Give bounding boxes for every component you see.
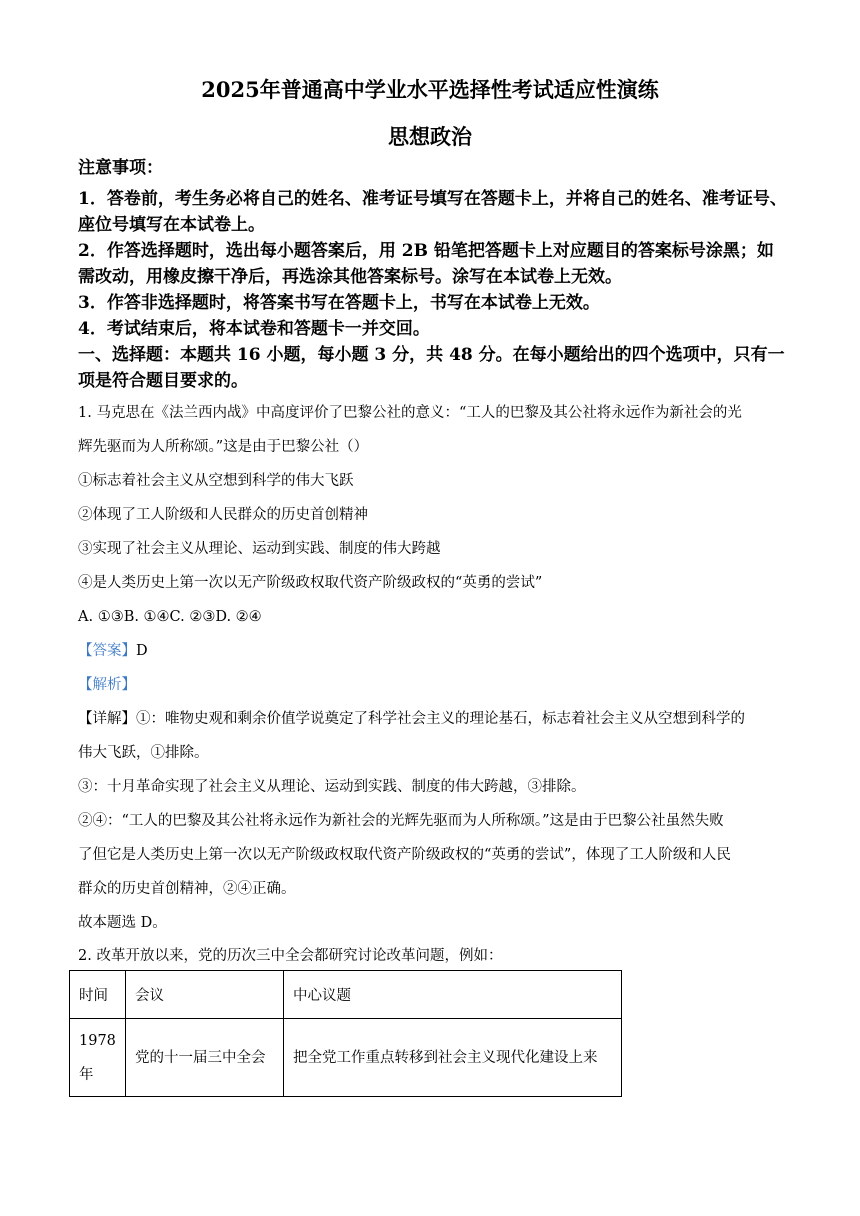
- notice-heading: 注意事项：: [78, 158, 163, 178]
- table-header-cell: 时间: [70, 971, 126, 1019]
- table-cell: 把全党工作重点转移到社会主义现代化建设上来: [284, 1019, 622, 1097]
- table-header-cell: 中心议题: [284, 971, 622, 1019]
- notice-item-1-line-2: 座位号填写在本试卷上。: [78, 215, 265, 235]
- subject-title: 思想政治: [388, 124, 472, 149]
- detail-line-1: 【详解】①：唯物史观和剩余价值学说奠定了科学社会主义的理论基石，标志着社会主义从空想到科学的: [78, 711, 745, 727]
- answer-tag: 【答案】: [78, 643, 136, 659]
- table-cell: 党的十一届三中全会: [126, 1019, 284, 1097]
- question-1-stem-line-1: 1. 马克思在《法兰西内战》中高度评价了巴黎公社的意义：“工人的巴黎及其公社将永远作为新社会的光: [78, 405, 742, 421]
- question-1-statement-1: ①标志着社会主义从空想到科学的伟大飞跃: [78, 473, 354, 489]
- analysis-tag: 【解析】: [78, 677, 136, 693]
- table-header-cell: 会议: [126, 971, 284, 1019]
- notice-item-1: [78, 186, 790, 238]
- notice-item-1-line-1: 1．答卷前，考生务必将自己的姓名、准考证号填写在答题卡上，并将自己的姓名、准考证号、: [78, 189, 787, 209]
- answer-value: D: [136, 643, 148, 659]
- detail-line-2: 伟大飞跃，①排除。: [78, 745, 209, 761]
- notice-item-2-line-2: 需改动，用橡皮擦干净后，再选涂其他答案标号。涂写在本试卷上无效。: [78, 267, 622, 287]
- notice-item-2-line-1: 2．作答选择题时，选出每小题答案后，用 2B 铅笔把答题卡上对应题目的答案标号涂黑；如: [78, 241, 774, 261]
- question-1-conclusion: 故本题选 D。: [78, 915, 167, 931]
- notice-item-3: 3．作答非选择题时，将答案书写在答题卡上，书写在本试卷上无效。: [78, 293, 600, 313]
- detail-line-5: 了但它是人类历史上第一次以无产阶级政权取代资产阶级政权的“英勇的尝试”，体现了工人阶级和人民: [78, 847, 731, 863]
- question-1-choices: A. ①③B. ①④C. ②③D. ②④: [78, 609, 262, 625]
- table-cell: 1978年: [70, 1019, 126, 1097]
- detail-line-4: ②④：“工人的巴黎及其公社将永远作为新社会的光辉先驱而为人所称颂。”这是由于巴黎公社虽然失败: [78, 813, 724, 829]
- table-header-row: [70, 971, 622, 1019]
- notice-item-2: [78, 238, 790, 290]
- question-1-stem-line-2: 辉先驱而为人所称颂。”这是由于巴黎公社（）: [78, 439, 369, 455]
- table-row: [70, 1019, 622, 1097]
- detail-line-3: ③：十月革命实现了社会主义从理论、运动到实践、制度的伟大跨越，③排除。: [78, 779, 586, 795]
- section-1-heading-line-2: 项是符合题目要求的。: [78, 371, 248, 391]
- meetings-table: [69, 970, 622, 1097]
- detail-line-6: 群众的历史首创精神，②④正确。: [78, 881, 296, 897]
- question-1-statement-4: ④是人类历史上第一次以无产阶级政权取代资产阶级政权的“英勇的尝试”: [78, 575, 543, 591]
- section-1-heading-line-1: 一、选择题：本题共 16 小题，每小题 3 分，共 48 分。在每小题给出的四个选项中，只有一: [78, 345, 785, 365]
- exam-title: 2025年普通高中学业水平选择性考试适应性演练: [201, 77, 659, 102]
- question-1-detail: [78, 702, 788, 906]
- question-1-statement-3: ③实现了社会主义从理论、运动到实践、制度的伟大跨越: [78, 541, 441, 557]
- section-1-heading: [78, 342, 790, 394]
- question-1-stem: [78, 396, 788, 464]
- question-2-stem: 2. 改革开放以来，党的历次三中全会都研究讨论改革问题，例如：: [78, 948, 503, 964]
- question-1-statement-2: ②体现了工人阶级和人民群众的历史首创精神: [78, 507, 368, 523]
- question-1-answer: [78, 634, 788, 668]
- notice-item-4: 4．考试结束后，将本试卷和答题卡一并交回。: [78, 319, 430, 339]
